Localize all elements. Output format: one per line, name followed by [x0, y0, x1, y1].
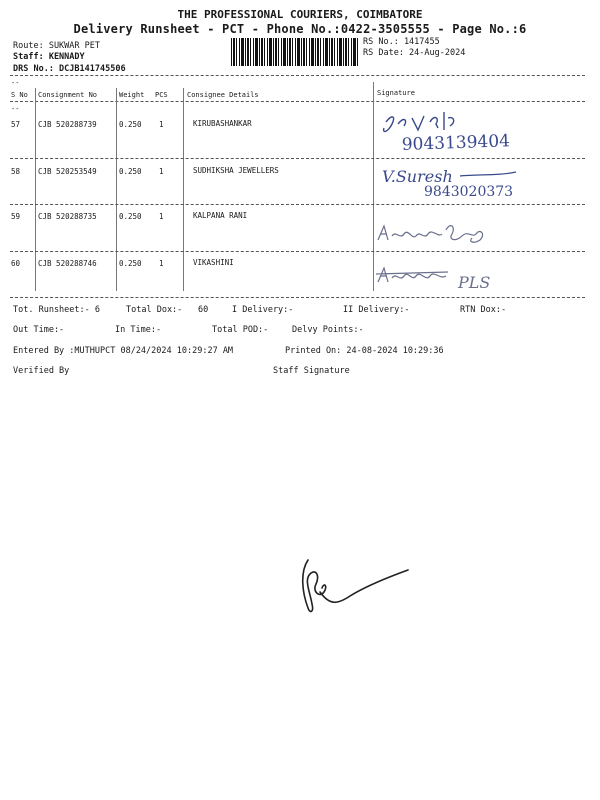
rs-date: RS Date: 24-Aug-2024: [363, 48, 466, 58]
staff-handwritten-signature: [290, 552, 420, 622]
drs-number: DRS No.: DCJB141745506: [13, 64, 126, 74]
row-consignment: CJB 520288746: [38, 259, 97, 268]
handwritten-signature: [378, 104, 528, 158]
signature-phone-text: 9843020373: [424, 184, 514, 200]
row-weight: 0.250: [119, 120, 142, 129]
barcode: [231, 38, 359, 66]
signature-phone-text: 9043139404: [401, 131, 511, 155]
staff-label: Staff: KENNADY: [13, 52, 85, 62]
row-weight: 0.250: [119, 167, 142, 176]
delvy-points: Delvy Points:-: [292, 325, 364, 335]
col-header-pcs: PCS: [155, 91, 168, 99]
row-mark: --: [11, 105, 20, 113]
runsheet-title: Delivery Runsheet - PCT - Phone No.:0422-3505555 - Page No.:6: [73, 22, 527, 36]
handwritten-signature: [376, 216, 506, 250]
row-pcs: 1: [159, 212, 164, 221]
row-consignment: CJB 520288735: [38, 212, 97, 221]
staff-signature-label: Staff Signature: [273, 366, 350, 376]
total-pod: Total POD:-: [212, 325, 269, 335]
row-pcs: 1: [159, 167, 164, 176]
signature-name-text: V.Suresh: [382, 167, 453, 186]
row-pcs: 1: [159, 120, 164, 129]
verified-by: Verified By: [13, 366, 70, 376]
row-consignee: SUDHIKSHA JEWELLERS: [193, 166, 279, 175]
col-header-sno: S No: [11, 91, 28, 99]
in-time: In Time:-: [115, 325, 162, 335]
handwritten-signature: [376, 260, 506, 296]
rs-number: RS No.: 1417455: [363, 37, 440, 47]
row-pcs: 1: [159, 259, 164, 268]
ii-delivery: II Delivery:-: [343, 305, 410, 315]
col-header-signature: Signature: [377, 89, 415, 97]
handwritten-signature: [378, 158, 548, 202]
row-consignee: VIKASHINI: [193, 258, 234, 267]
row-sno: 57: [11, 120, 21, 129]
row-sno: 59: [11, 212, 21, 221]
row-consignee: KIRUBASHANKAR: [193, 119, 252, 128]
out-time: Out Time:-: [13, 325, 65, 335]
company-title: THE PROFESSIONAL COURIERS, COIMBATORE: [177, 8, 423, 21]
route-label: Route: SUKWAR PET: [13, 41, 100, 51]
total-dox-label: Total Dox:-: [126, 305, 183, 315]
col-header-consignment: Consignment No: [38, 91, 98, 99]
tot-runsheet: Tot. Runsheet:- 6: [13, 305, 100, 315]
signature-note-text: PLS: [458, 273, 491, 292]
entered-by: Entered By :MUTHUPCT 08/24/2024 10:29:27 AM: [13, 346, 234, 356]
rtn-dox: RTN Dox:-: [460, 305, 507, 315]
row-weight: 0.250: [119, 259, 142, 268]
row-consignment: CJB 520288739: [38, 120, 97, 129]
col-header-consignee: Consignee Details: [187, 91, 259, 99]
col-header-weight: Weight: [119, 91, 145, 99]
total-dox-value: 60: [198, 305, 209, 315]
printed-on: Printed On: 24-08-2024 10:29:36: [285, 346, 444, 356]
row-sno: 58: [11, 167, 21, 176]
row-consignment: CJB 520253549: [38, 167, 97, 176]
leading-mark: --: [11, 79, 20, 87]
row-consignee: KALPANA RANI: [193, 211, 248, 220]
i-delivery: I Delivery:-: [232, 305, 294, 315]
row-sno: 60: [11, 259, 21, 268]
row-weight: 0.250: [119, 212, 142, 221]
